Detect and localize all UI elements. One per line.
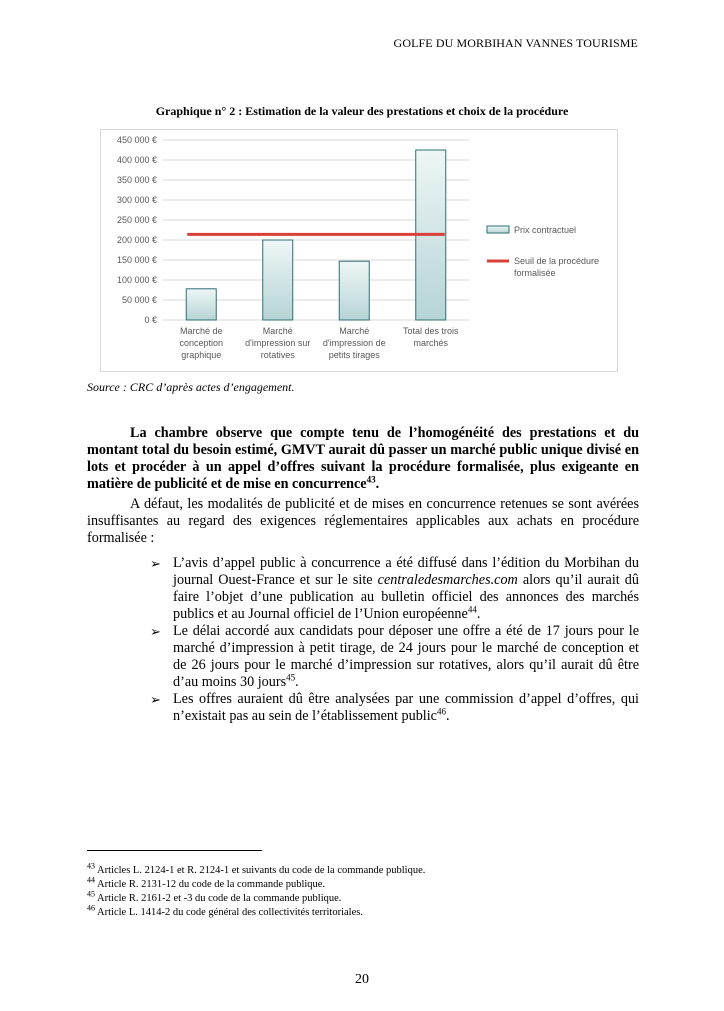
bullet-end: . <box>476 606 481 622</box>
y-tick-label: 200 000 € <box>116 235 157 245</box>
bullet-text: alors qu’il aurait dû faire l’objet d’une publication au bulletin officiel des annonces des marchés publics et au Journal officiel de l’Union européenne <box>173 572 639 622</box>
y-tick-label: 450 000 € <box>116 135 157 145</box>
list-item <box>150 623 639 691</box>
footnote-ref-46[interactable]: 46 <box>436 706 446 717</box>
paragraph-defaut <box>87 496 639 547</box>
footnote-number: 44 <box>87 875 95 885</box>
y-tick-label: 50 000 € <box>121 295 157 305</box>
x-tick-label: d'impression sur <box>245 338 311 348</box>
bullet-end: . <box>445 708 450 724</box>
x-tick-label: rotatives <box>260 350 295 360</box>
bullet-text: Les offres auraient dû être analysées par une commission d’appel d’offres, qui n’existait pas au sein de l’établissement public <box>173 691 639 724</box>
x-tick-label: Marché <box>339 326 370 336</box>
footnote <box>87 903 425 920</box>
footnote-divider <box>87 850 262 851</box>
paragraph-end: . <box>375 476 380 492</box>
chart-canvas <box>101 130 619 373</box>
bar <box>186 289 216 320</box>
footnote <box>87 889 425 906</box>
footnote <box>87 875 425 892</box>
y-tick-label: 300 000 € <box>116 195 157 205</box>
arrow-bullet-icon: ➢ <box>150 692 161 707</box>
footnote-ref-45[interactable]: 45 <box>286 672 296 683</box>
footnote-number: 45 <box>87 889 95 899</box>
bullet-end: . <box>295 674 299 690</box>
footnote-ref-43[interactable]: 43 <box>366 474 376 485</box>
y-tick-label: 150 000 € <box>116 255 157 265</box>
chart-title: Graphique n° 2 : Estimation de la valeur des prestations et choix de la procédure <box>155 104 569 118</box>
x-tick-label: marchés <box>413 338 449 348</box>
legend-label: Seuil de la procédure <box>514 256 600 266</box>
chart-source: Source : CRC d’après actes d’engagement. <box>87 380 295 394</box>
arrow-bullet-icon: ➢ <box>150 556 161 571</box>
paragraph-observation <box>87 425 639 493</box>
footnote-number: 46 <box>87 903 95 913</box>
list-item <box>150 555 639 623</box>
website-name: centraledesmarches.com <box>377 572 518 588</box>
paragraph-defaut-text: A défaut, les modalités de publicité et de mises en concurrence retenues se sont avérées insuffisantes au regard des exigences réglementaires applicables aux achats en procédure formalisée : <box>87 496 639 546</box>
x-tick-label: conception <box>179 338 224 348</box>
footnote-text: Article R. 2161-2 et -3 du code de la commande publique. <box>95 893 342 904</box>
x-tick-label: d'impression de <box>322 338 386 348</box>
y-tick-label: 250 000 € <box>116 215 157 225</box>
x-tick-label: Marché de <box>179 326 223 336</box>
paragraph-observation-text: La chambre observe que compte tenu de l’homogénéité des prestations et du montant total du besoin estimé, GMVT aurait dû passer un marché public unique divisé en lots et procéder à un appel d’offres suivant la procédure formalisée, plus exigeante en matière de publicité et de mise en concurrence <box>87 425 639 492</box>
footnote-text: Article R. 2131-12 du code de la commande publique. <box>95 879 326 890</box>
running-header: GOLFE DU MORBIHAN VANNES TOURISME <box>393 36 638 50</box>
legend-swatch-bar <box>487 226 509 233</box>
footnote-text: Articles L. 2124-1 et R. 2124-1 et suivants du code de la commande publique. <box>95 865 426 876</box>
legend-label: formalisée <box>514 268 556 278</box>
footnote-number: 43 <box>87 861 95 871</box>
x-tick-label: petits tirages <box>328 350 380 360</box>
x-tick-label: Marché <box>262 326 293 336</box>
footnote <box>87 861 426 878</box>
bar-chart <box>100 129 618 372</box>
bullet-text: L’avis d’appel public à concurrence a été diffusé dans l’édition du Morbihan du journal Ouest-France et sur le site <box>173 555 639 588</box>
footnotes <box>87 861 426 920</box>
footnote-ref-44[interactable]: 44 <box>467 604 477 615</box>
bullet-text: Le délai accordé aux candidats pour déposer une offre a été de 17 jours pour le marché d’impression à petit tirage, de 24 jours pour le marché de conception et de 26 jours pour le marché d’impression sur rotatives, alors qu’il aurait dû être d’au moins 30 jours <box>173 623 639 690</box>
bar <box>263 240 293 320</box>
list-item <box>150 691 639 725</box>
x-tick-label: Total des trois <box>402 326 459 336</box>
y-tick-label: 400 000 € <box>116 155 157 165</box>
y-tick-label: 100 000 € <box>116 275 157 285</box>
bar <box>339 261 369 320</box>
y-tick-label: 0 € <box>144 315 157 325</box>
y-tick-label: 350 000 € <box>116 175 157 185</box>
page-number: 20 <box>355 972 369 987</box>
bullet-list <box>150 555 639 725</box>
x-tick-label: graphique <box>181 350 222 360</box>
footnote-text: Article L. 1414-2 du code général des collectivités territoriales. <box>95 907 363 918</box>
arrow-bullet-icon: ➢ <box>150 624 161 639</box>
legend-label: Prix contractuel <box>514 225 577 235</box>
